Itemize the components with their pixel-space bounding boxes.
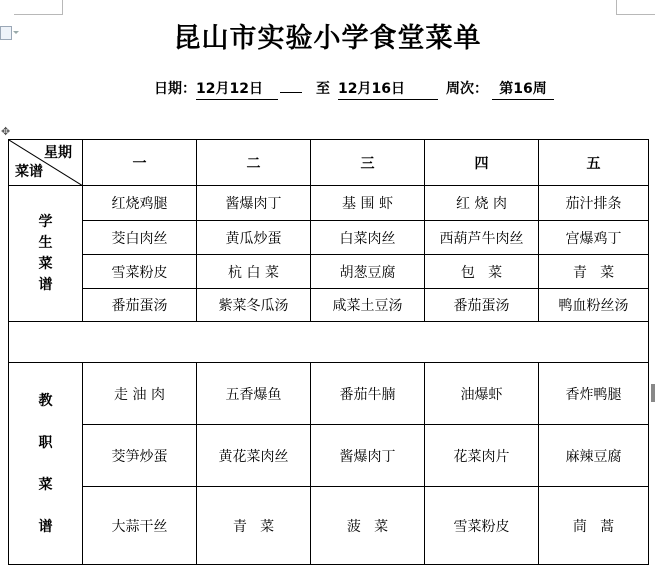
week-label: 周次： xyxy=(446,81,488,97)
student-row xyxy=(9,221,649,255)
dish-cell: 咸菜土豆汤 xyxy=(311,289,425,322)
dish-cell: 茄汁排条 xyxy=(539,186,649,221)
student-row xyxy=(9,289,649,322)
student-label-char: 生 xyxy=(38,234,53,251)
weekday-header-label: 星期 xyxy=(44,145,72,161)
dish-cell: 鸭血粉丝汤 xyxy=(539,289,649,322)
student-label-char: 谱 xyxy=(38,276,53,293)
corner-cell xyxy=(9,140,83,186)
teacher-label-char: 谱 xyxy=(38,518,53,535)
dish-cell: 黄花菜肉丝 xyxy=(197,425,311,487)
day-header: 四 xyxy=(425,140,539,186)
student-label-char: 学 xyxy=(38,213,53,230)
dish-cell: 宫爆鸡丁 xyxy=(539,221,649,255)
menu-header-label: 菜谱 xyxy=(15,164,43,180)
dish-cell: 茭笋炒蛋 xyxy=(83,425,197,487)
dish-cell: 油爆虾 xyxy=(425,363,539,425)
dish-cell: 茼 蒿 xyxy=(539,487,649,565)
day-header: 一 xyxy=(83,140,197,186)
to-label: 至 xyxy=(316,81,330,97)
dish-cell: 红 烧 肉 xyxy=(425,186,539,221)
dish-cell: 菠 菜 xyxy=(311,487,425,565)
page-title: 昆山市实验小学食堂菜单 xyxy=(173,23,482,54)
dish-cell: 胡葱豆腐 xyxy=(311,255,425,289)
dish-cell: 番茄蛋汤 xyxy=(83,289,197,322)
dish-cell: 酱爆肉丁 xyxy=(197,186,311,221)
week-value: 第16周 xyxy=(492,78,554,100)
dish-cell: 花菜肉片 xyxy=(425,425,539,487)
student-row xyxy=(9,255,649,289)
day-header: 五 xyxy=(539,140,649,186)
student-label-char: 菜 xyxy=(38,255,53,272)
day-header: 二 xyxy=(197,140,311,186)
dish-cell: 雪菜粉皮 xyxy=(425,487,539,565)
teacher-row xyxy=(9,487,649,565)
student-menu-label xyxy=(9,186,83,322)
table-move-handle-icon[interactable]: ✥ xyxy=(1,125,11,138)
dish-cell: 香炸鸭腿 xyxy=(539,363,649,425)
menu-table xyxy=(8,139,649,565)
dish-cell: 青 菜 xyxy=(197,487,311,565)
header-row xyxy=(9,140,649,186)
page-corner-mark xyxy=(616,0,655,15)
dish-cell: 杭 白 菜 xyxy=(197,255,311,289)
dish-cell: 雪菜粉皮 xyxy=(83,255,197,289)
teacher-label-char: 菜 xyxy=(38,476,53,493)
dish-cell: 包 菜 xyxy=(425,255,539,289)
teacher-label-char: 职 xyxy=(38,434,53,451)
teacher-label-char: 教 xyxy=(38,392,53,409)
dish-cell: 麻辣豆腐 xyxy=(539,425,649,487)
from-date: 12月12日 xyxy=(196,78,278,100)
scrollbar-thumb[interactable] xyxy=(651,384,655,402)
dish-cell: 走 油 肉 xyxy=(83,363,197,425)
dish-cell: 黄瓜炒蛋 xyxy=(197,221,311,255)
dish-cell: 西葫芦牛肉丝 xyxy=(425,221,539,255)
dish-cell: 番茄蛋汤 xyxy=(425,289,539,322)
date-line xyxy=(154,78,554,100)
from-date-filler xyxy=(280,91,302,93)
teacher-row xyxy=(9,425,649,487)
dish-cell: 红烧鸡腿 xyxy=(83,186,197,221)
dish-cell: 青 菜 xyxy=(539,255,649,289)
to-date: 12月16日 xyxy=(338,78,438,100)
dish-cell: 紫菜冬瓜汤 xyxy=(197,289,311,322)
dish-cell: 白菜肉丝 xyxy=(311,221,425,255)
dish-cell: 基 围 虾 xyxy=(311,186,425,221)
student-row xyxy=(9,186,649,221)
dish-cell: 茭白肉丝 xyxy=(83,221,197,255)
teacher-menu-label xyxy=(9,363,83,565)
day-header: 三 xyxy=(311,140,425,186)
dish-cell: 酱爆肉丁 xyxy=(311,425,425,487)
spacer-row xyxy=(9,322,649,363)
dish-cell: 番茄牛腩 xyxy=(311,363,425,425)
page-corner-mark xyxy=(14,0,63,15)
teacher-row xyxy=(9,363,649,425)
dish-cell: 五香爆鱼 xyxy=(197,363,311,425)
dish-cell: 大蒜干丝 xyxy=(83,487,197,565)
empty-spacer-cell xyxy=(9,322,649,363)
date-label: 日期： xyxy=(154,81,196,97)
